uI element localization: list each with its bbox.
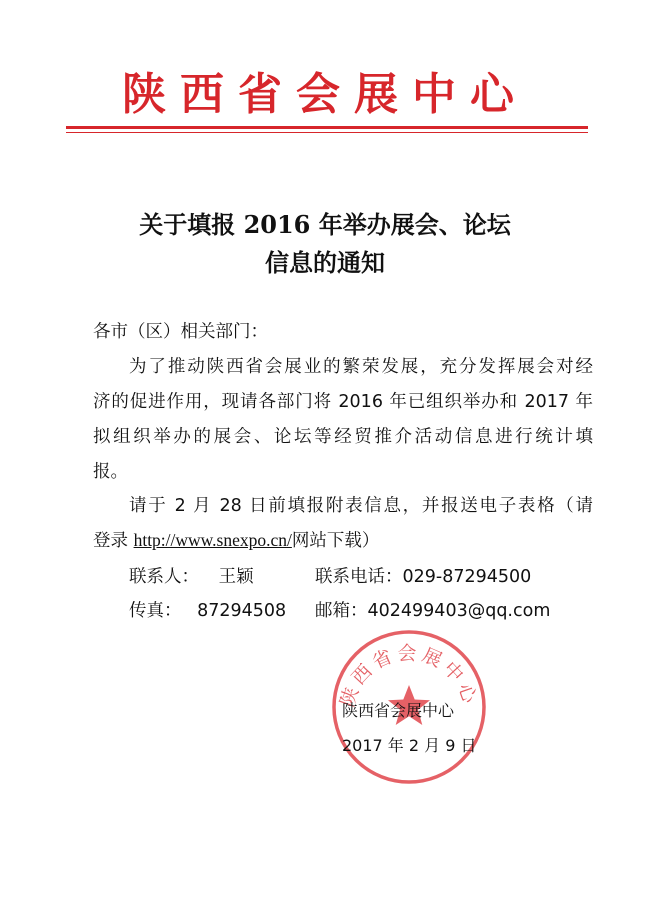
notice-title-line2: 信息的通知 (265, 248, 385, 277)
signature-org: 陕西省会展中心 (342, 701, 455, 720)
contact-fax-label: 传真： (129, 601, 182, 621)
contact-email-label: 邮箱： (315, 601, 368, 621)
letterhead-rule-thick (66, 126, 588, 129)
paragraph1-line4: 报。 (93, 462, 128, 482)
contact-phone-label: 联系电话： (315, 567, 403, 587)
letterhead-org-name: 陕西省会展中心 (122, 69, 528, 120)
salutation: 各市（区）相关部门： (93, 322, 268, 342)
contact-person-label: 联系人： (129, 567, 199, 587)
paragraph2-line1: 请于 2 月 28 日前填报附表信息，并报送电子表格（请 (129, 496, 593, 516)
contact-fax (129, 597, 286, 622)
seal-text: 陕西省会展中心 (336, 642, 482, 710)
paragraph1-line3: 拟组织举办的展会、论坛等经贸推介活动信息进行统计填 (93, 427, 593, 447)
contact-phone-value: 029-87294500 (402, 567, 532, 587)
contact-phone (315, 563, 531, 588)
contact-email-value: 402499403@qq.com (367, 601, 551, 621)
contact-fax-value: 87294508 (197, 601, 287, 621)
paragraph1-line1: 为了推动陕西省会展业的繁荣发展，充分发挥展会对经 (129, 357, 593, 377)
letterhead-rule-thin (66, 132, 588, 133)
website-suffix: 网站下载） (291, 531, 380, 551)
website-link[interactable]: http://www.snexpo.cn/ (133, 530, 292, 550)
contact-person (129, 563, 254, 588)
contact-person-name: 王颖 (218, 567, 254, 587)
signature-date: 2017 年 2 月 9 日 (342, 736, 477, 755)
paragraph2-line2 (93, 527, 379, 552)
website-prefix: 登录 (93, 531, 134, 551)
contact-email (315, 597, 550, 622)
notice-title-line1: 关于填报 2016 年举办展会、论坛 (139, 210, 511, 239)
paragraph1-line2: 济的促进作用，现请各部门将 2016 年已组织举办和 2017 年 (93, 392, 593, 412)
